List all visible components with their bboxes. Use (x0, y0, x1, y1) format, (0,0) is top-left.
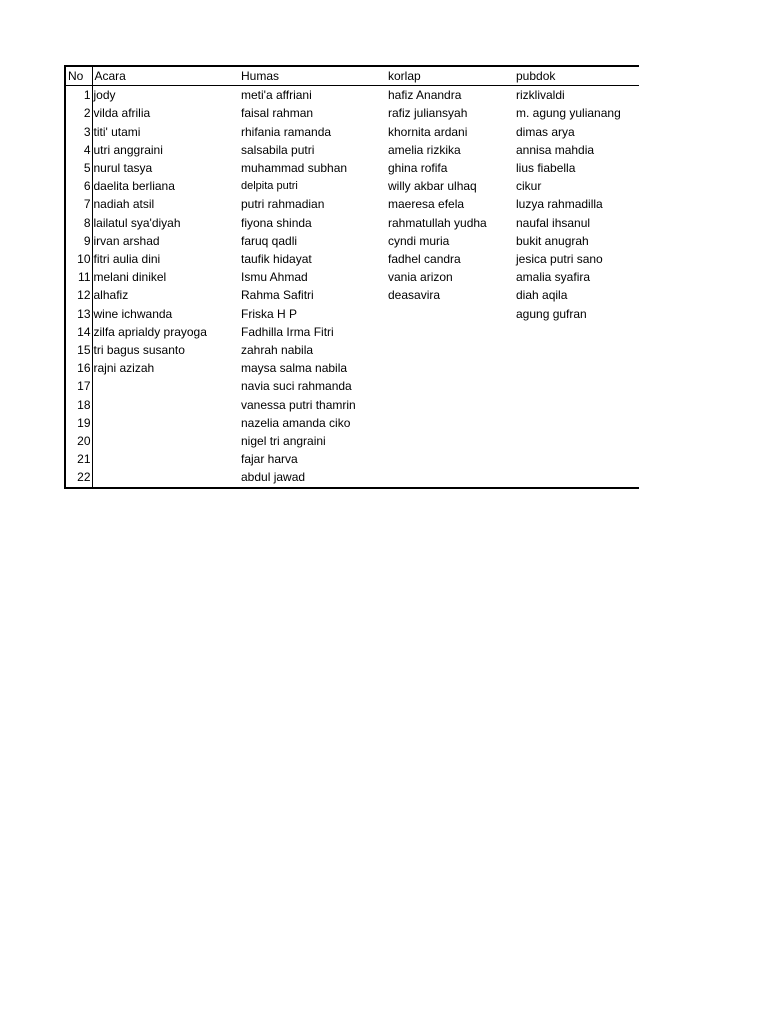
table-row (65, 250, 639, 268)
acara-cell: daelita berliana (93, 179, 175, 194)
header-korlap: korlap (388, 69, 421, 83)
korlap-cell: deasavira (388, 288, 441, 303)
no-cell: 1 (65, 86, 92, 105)
pubdok-cell: dimas arya (516, 124, 575, 139)
no-cell: 21 (65, 450, 92, 468)
table-row (65, 450, 639, 468)
committee-table (64, 65, 639, 489)
korlap-cell: khornita ardani (388, 124, 468, 139)
korlap-cell (382, 468, 509, 487)
no-cell: 12 (65, 286, 92, 304)
humas-cell: Rahma Safitri (241, 288, 314, 303)
no-cell: 20 (65, 432, 92, 450)
pubdok-cell (509, 341, 639, 359)
korlap-cell: ghina rofifa (388, 161, 448, 176)
table-row (65, 141, 639, 159)
pubdok-cell: naufal ihsanul (516, 215, 591, 230)
table-row (65, 323, 639, 341)
acara-cell (92, 414, 235, 432)
pubdok-cell: diah aqila (516, 288, 568, 303)
no-cell: 15 (65, 341, 92, 359)
header-row (65, 66, 639, 86)
table-row (65, 377, 639, 395)
humas-cell: faruq qadli (241, 233, 298, 248)
humas-cell: faisal rahman (241, 106, 314, 121)
korlap-cell (382, 396, 509, 414)
pubdok-cell (509, 468, 639, 487)
no-cell: 19 (65, 414, 92, 432)
no-cell: 10 (65, 250, 92, 268)
acara-cell (92, 450, 235, 468)
acara-cell (92, 396, 235, 414)
humas-cell: fiyona shinda (241, 215, 312, 230)
table-row (65, 414, 639, 432)
humas-cell: Ismu Ahmad (241, 270, 308, 285)
no-cell: 18 (65, 396, 92, 414)
humas-cell: fajar harva (241, 452, 298, 467)
no-cell: 14 (65, 323, 92, 341)
humas-cell: salsabila putri (241, 142, 315, 157)
pubdok-cell (509, 432, 639, 450)
humas-cell: abdul jawad (241, 470, 306, 485)
header-humas: Humas (241, 69, 280, 83)
humas-cell: meti'a affriani (241, 88, 312, 103)
pubdok-cell: annisa mahdia (516, 142, 595, 157)
table-row (65, 232, 639, 250)
table-row (65, 159, 639, 177)
pubdok-cell (509, 396, 639, 414)
header-pubdok: pubdok (516, 69, 556, 83)
table-row (65, 195, 639, 213)
korlap-cell (382, 341, 509, 359)
no-cell: 2 (65, 104, 92, 122)
no-cell: 3 (65, 123, 92, 141)
table-body (65, 86, 639, 488)
no-cell: 9 (65, 232, 92, 250)
pubdok-cell (509, 359, 639, 377)
humas-cell: nazelia amanda ciko (241, 415, 351, 430)
humas-cell: vanessa putri thamrin (241, 397, 356, 412)
pubdok-cell: cikur (516, 179, 542, 194)
no-cell: 11 (65, 268, 92, 286)
korlap-cell: hafiz Anandra (388, 88, 462, 103)
table-row (65, 432, 639, 450)
pubdok-cell: amalia syafira (516, 270, 591, 285)
humas-cell: muhammad subhan (241, 161, 348, 176)
humas-cell: rhifania ramanda (241, 124, 332, 139)
pubdok-cell: jesica putri sano (516, 252, 603, 267)
pubdok-cell (509, 377, 639, 395)
no-cell: 13 (65, 305, 92, 323)
humas-cell: Fadhilla Irma Fitri (241, 324, 334, 339)
acara-cell: jody (93, 88, 116, 103)
pubdok-cell: m. agung yulianang (516, 106, 621, 121)
korlap-cell (382, 305, 509, 323)
no-cell: 17 (65, 377, 92, 395)
humas-cell: nigel tri angraini (241, 434, 326, 449)
header-acara: Acara (94, 69, 126, 83)
header-no: No (65, 66, 92, 86)
table-row (65, 341, 639, 359)
table-row (65, 468, 639, 487)
table-row (65, 214, 639, 232)
table-row (65, 305, 639, 323)
korlap-cell: vania arizon (388, 270, 453, 285)
pubdok-cell: rizklivaldi (516, 88, 565, 103)
no-cell: 4 (65, 141, 92, 159)
pubdok-cell: agung gufran (516, 306, 587, 321)
table-row (65, 268, 639, 286)
table-row (65, 123, 639, 141)
acara-cell: zilfa aprialdy prayoga (93, 324, 207, 339)
acara-cell: wine ichwanda (93, 306, 173, 321)
humas-cell: maysa salma nabila (241, 361, 348, 376)
pubdok-cell: luzya rahmadilla (516, 197, 603, 212)
humas-cell: zahrah nabila (241, 343, 314, 358)
table-row (65, 396, 639, 414)
table-row (65, 86, 639, 105)
pubdok-cell (509, 323, 639, 341)
pubdok-cell (509, 450, 639, 468)
acara-cell: melani dinikel (93, 270, 167, 285)
table-row (65, 177, 639, 195)
no-cell: 7 (65, 195, 92, 213)
korlap-cell (382, 450, 509, 468)
no-cell: 8 (65, 214, 92, 232)
acara-cell (92, 468, 235, 487)
acara-cell: tri bagus susanto (93, 343, 185, 358)
korlap-cell (382, 432, 509, 450)
humas-cell: navia suci rahmanda (241, 379, 352, 394)
acara-cell (92, 432, 235, 450)
acara-cell: titi' utami (93, 124, 141, 139)
table-row (65, 359, 639, 377)
korlap-cell: fadhel candra (388, 252, 461, 267)
acara-cell (92, 377, 235, 395)
korlap-cell: rafiz juliansyah (388, 106, 468, 121)
humas-cell: taufik hidayat (241, 252, 312, 267)
no-cell: 16 (65, 359, 92, 377)
humas-cell: Friska H P (241, 306, 298, 321)
acara-cell: nurul tasya (93, 161, 153, 176)
korlap-cell (382, 323, 509, 341)
korlap-cell: amelia rizkika (388, 142, 461, 157)
table-row (65, 286, 639, 304)
korlap-cell (382, 377, 509, 395)
korlap-cell: cyndi muria (388, 233, 450, 248)
acara-cell: vilda afrilia (93, 106, 151, 121)
humas-cell: delpita putri (241, 180, 298, 193)
korlap-cell: willy akbar ulhaq (388, 179, 477, 194)
acara-cell: rajni azizah (93, 361, 155, 376)
acara-cell: lailatul sya'diyah (93, 215, 181, 230)
korlap-cell (382, 359, 509, 377)
korlap-cell: rahmatullah yudha (388, 215, 487, 230)
pubdok-cell (509, 414, 639, 432)
acara-cell: alhafiz (93, 288, 129, 303)
pubdok-cell: bukit anugrah (516, 233, 589, 248)
acara-cell: utri anggraini (93, 142, 163, 157)
no-cell: 6 (65, 177, 92, 195)
korlap-cell (382, 414, 509, 432)
no-cell: 22 (65, 468, 92, 487)
humas-cell: putri rahmadian (241, 197, 325, 212)
acara-cell: fitri aulia dini (93, 252, 161, 267)
acara-cell: irvan arshad (93, 233, 160, 248)
acara-cell: nadiah atsil (93, 197, 155, 212)
no-cell: 5 (65, 159, 92, 177)
pubdok-cell: lius fiabella (516, 161, 576, 176)
table-row (65, 104, 639, 122)
korlap-cell: maeresa efela (388, 197, 465, 212)
